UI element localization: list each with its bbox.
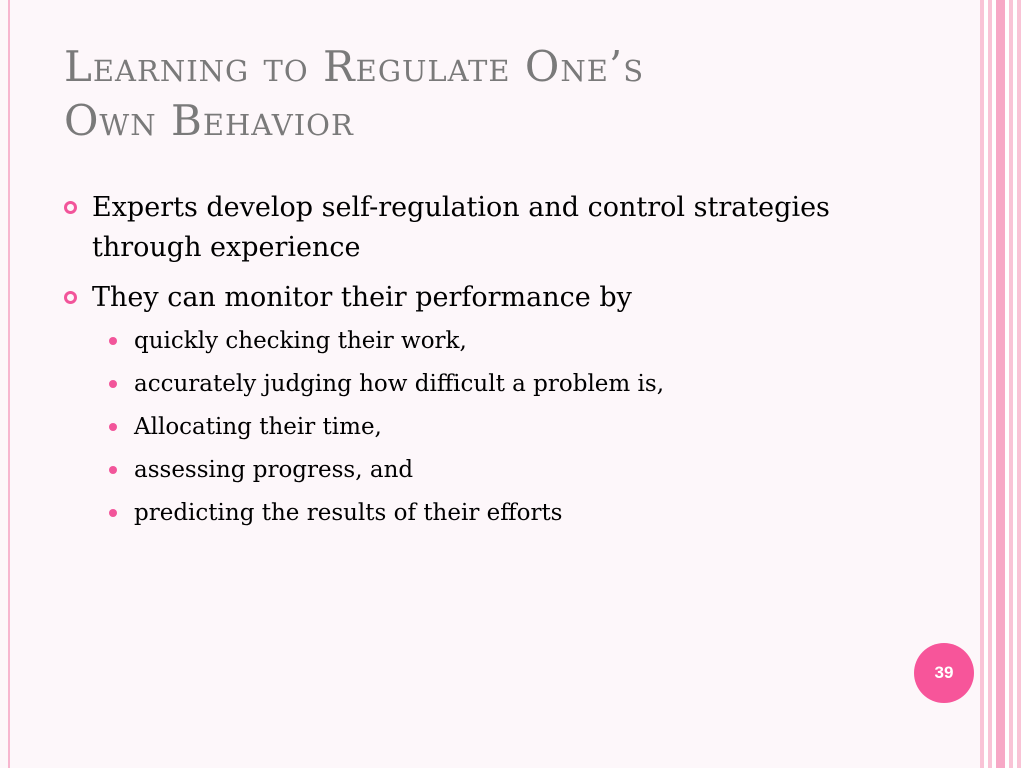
right-stripe-decoration	[980, 0, 1024, 768]
filled-dot-icon	[109, 337, 117, 345]
left-border-line	[8, 0, 10, 768]
sub-bullet-list	[62, 326, 922, 528]
sub-bullet-text: predicting the results of their efforts	[134, 500, 563, 526]
slide-body	[62, 188, 922, 541]
stripe	[996, 0, 1005, 768]
sub-bullet-item	[62, 455, 922, 485]
filled-dot-icon	[109, 466, 117, 474]
sub-bullet-item	[62, 498, 922, 528]
sub-bullet-text: accurately judging how difficult a problem is,	[134, 371, 665, 397]
slide-title	[64, 40, 944, 148]
page-number-badge: 39	[914, 643, 974, 703]
sub-bullet-item	[62, 326, 922, 356]
sub-bullet-item	[62, 412, 922, 442]
sub-bullet-item	[62, 369, 922, 399]
bullet-text: They can monitor their performance by	[92, 282, 632, 313]
bullet-item	[62, 188, 922, 268]
title-line-1: Learning to Regulate One’s	[64, 42, 645, 91]
stripe	[980, 0, 984, 768]
bullet-text: Experts develop self-regulation and control strategies through experience	[92, 192, 830, 263]
filled-dot-icon	[109, 380, 117, 388]
sub-bullet-text: Allocating their time,	[134, 414, 382, 440]
stripe	[1009, 0, 1013, 768]
hollow-circle-icon	[64, 201, 77, 214]
filled-dot-icon	[109, 423, 117, 431]
sub-bullet-text: quickly checking their work,	[134, 328, 467, 354]
title-line-2: Own Behavior	[64, 96, 354, 145]
stripe	[988, 0, 992, 768]
stripe	[1017, 0, 1021, 768]
bullet-item	[62, 278, 922, 318]
filled-dot-icon	[109, 509, 117, 517]
sub-bullet-text: assessing progress, and	[134, 457, 414, 483]
hollow-circle-icon	[64, 291, 77, 304]
